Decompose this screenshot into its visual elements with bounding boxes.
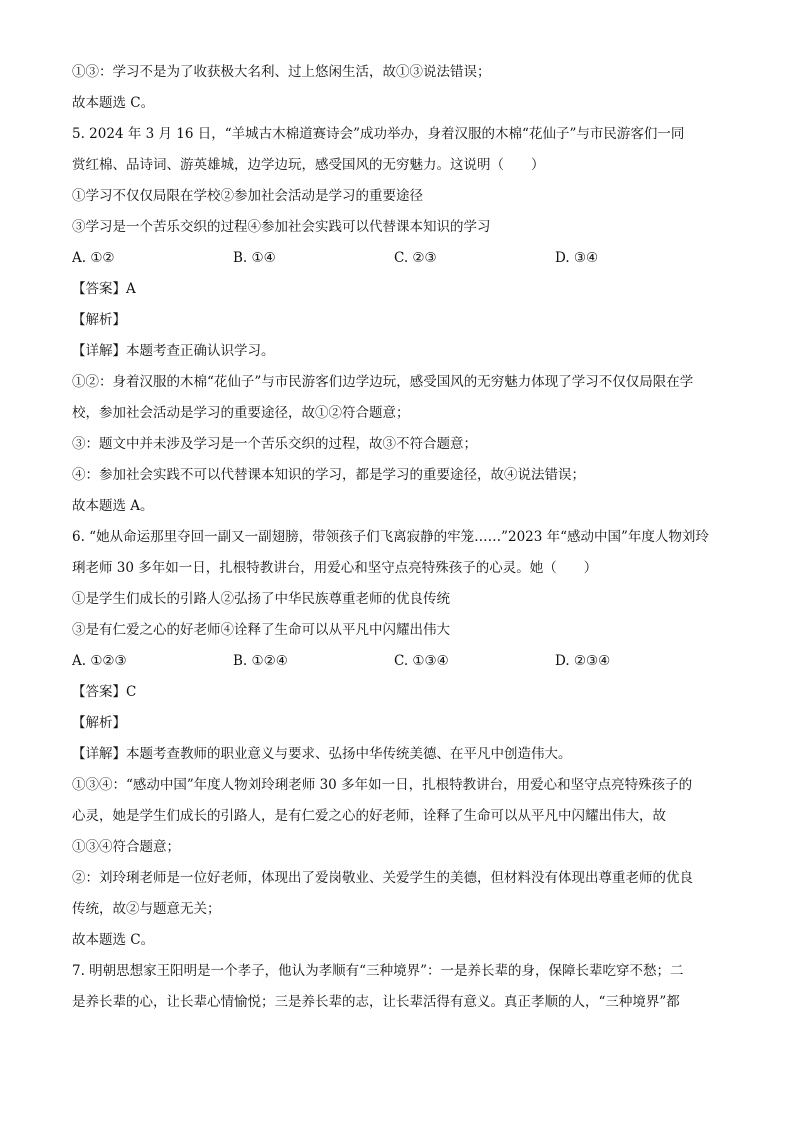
detail-line: 心灵，她是学生们成长的引路人，是有仁爱之心的好老师，诠释了生命可以从平凡中闪耀出伟大，故 bbox=[72, 808, 666, 824]
answer-line: 【答案】C bbox=[72, 684, 137, 700]
option-b: B. ①②④ bbox=[233, 653, 288, 669]
analysis-label: 【解析】 bbox=[72, 312, 126, 328]
statement-item: ①学习不仅仅局限在学校②参加社会活动是学习的重要途径 bbox=[72, 188, 423, 204]
text-line: ①③：学习不是为了收获极大名利、过上悠闲生活，故①③说法错误； bbox=[72, 64, 491, 80]
detail-line: ①②：身着汉服的木棉“花仙子”与市民游客们边学边玩，感受国风的无穷魅力体现了学习不仅仅局限在学 bbox=[72, 374, 694, 390]
option-d: D. ③④ bbox=[555, 250, 599, 266]
detail-line: 传统，故②与题意无关； bbox=[72, 901, 221, 917]
question-6 bbox=[72, 527, 722, 961]
detail-line: ③：题文中并未涉及学习是一个苦乐交织的过程，故③不符合题意； bbox=[72, 436, 477, 452]
answer-options bbox=[72, 651, 722, 682]
option-a: A. ①② bbox=[72, 250, 115, 266]
option-d: D. ②③④ bbox=[555, 653, 611, 669]
detail-line: 校，参加社会活动是学习的重要途径，故①②符合题意； bbox=[72, 405, 410, 421]
text-line: 故本题选 C。 bbox=[72, 95, 155, 111]
question-5 bbox=[72, 124, 722, 527]
question-stem: 赏红棉、品诗词、游英雄城，边学边玩，感受国风的无穷魅力。这说明（ ） bbox=[72, 157, 545, 173]
option-b: B. ①④ bbox=[233, 250, 276, 266]
document-page bbox=[72, 62, 722, 1023]
statement-item: ③是有仁爱之心的好老师④诠释了生命可以从平凡中闪耀出伟大 bbox=[72, 622, 450, 638]
option-a: A. ①②③ bbox=[72, 653, 127, 669]
analysis-label: 【解析】 bbox=[72, 715, 126, 731]
statement-item: ①是学生们成长的引路人②弘扬了中华民族尊重老师的优良传统 bbox=[72, 591, 450, 607]
question-stem: 是养长辈的心，让长辈心情愉悦；三是养长辈的志，让长辈活得有意义。真正孝顺的人，“三种境界”都 bbox=[72, 994, 680, 1010]
detail-line: ④：参加社会实践不可以代替课本知识的学习，都是学习的重要途径，故④说法错误； bbox=[72, 467, 585, 483]
option-c: C. ①③④ bbox=[394, 653, 449, 669]
detail-line: ①③④符合题意； bbox=[72, 839, 180, 855]
detail-line: 故本题选 C。 bbox=[72, 932, 155, 948]
detail-line: 【详解】本题考查教师的职业意义与要求、弘扬中华传统美德、在平凡中创造伟大。 bbox=[72, 746, 572, 762]
question-stem: 5. 2024 年 3 月 16 日，“羊城古木棉道赛诗会”成功举办，身着汉服的木棉“花仙子”与市民游客们一同 bbox=[72, 126, 685, 142]
question-7 bbox=[72, 961, 722, 1023]
question-stem: 7. 明朝思想家王阳明是一个孝子，他认为孝顺有“三种境界”：一是养长辈的身，保障长辈吃穿不愁；二 bbox=[72, 963, 684, 979]
answer-line: 【答案】A bbox=[72, 281, 136, 297]
option-c: C. ②③ bbox=[394, 250, 437, 266]
answer-options bbox=[72, 248, 722, 279]
question-stem: 6. “她从命运那里夺回一副又一副翅膀，带领孩子们飞离寂静的牢笼……”2023 年“感动中国”年度人物刘玲 bbox=[72, 529, 709, 545]
question-stem: 琍老师 30 多年如一日，扎根特教讲台，用爱心和坚守点亮特殊孩子的心灵。她（ ） bbox=[72, 560, 598, 576]
detail-line: 【详解】本题考查正确认识学习。 bbox=[72, 343, 275, 359]
detail-line: ②：刘玲琍老师是一位好老师，体现出了爱岗敬业、关爱学生的美德，但材料没有体现出尊重老师的优良 bbox=[72, 870, 693, 886]
statement-item: ③学习是一个苦乐交织的过程④参加社会实践可以代替课本知识的学习 bbox=[72, 219, 491, 235]
detail-line: ①③④：“感动中国”年度人物刘玲琍老师 30 多年如一日，扎根特教讲台，用爱心和坚守点亮特殊孩子的 bbox=[72, 777, 693, 793]
detail-line: 故本题选 A。 bbox=[72, 498, 154, 514]
